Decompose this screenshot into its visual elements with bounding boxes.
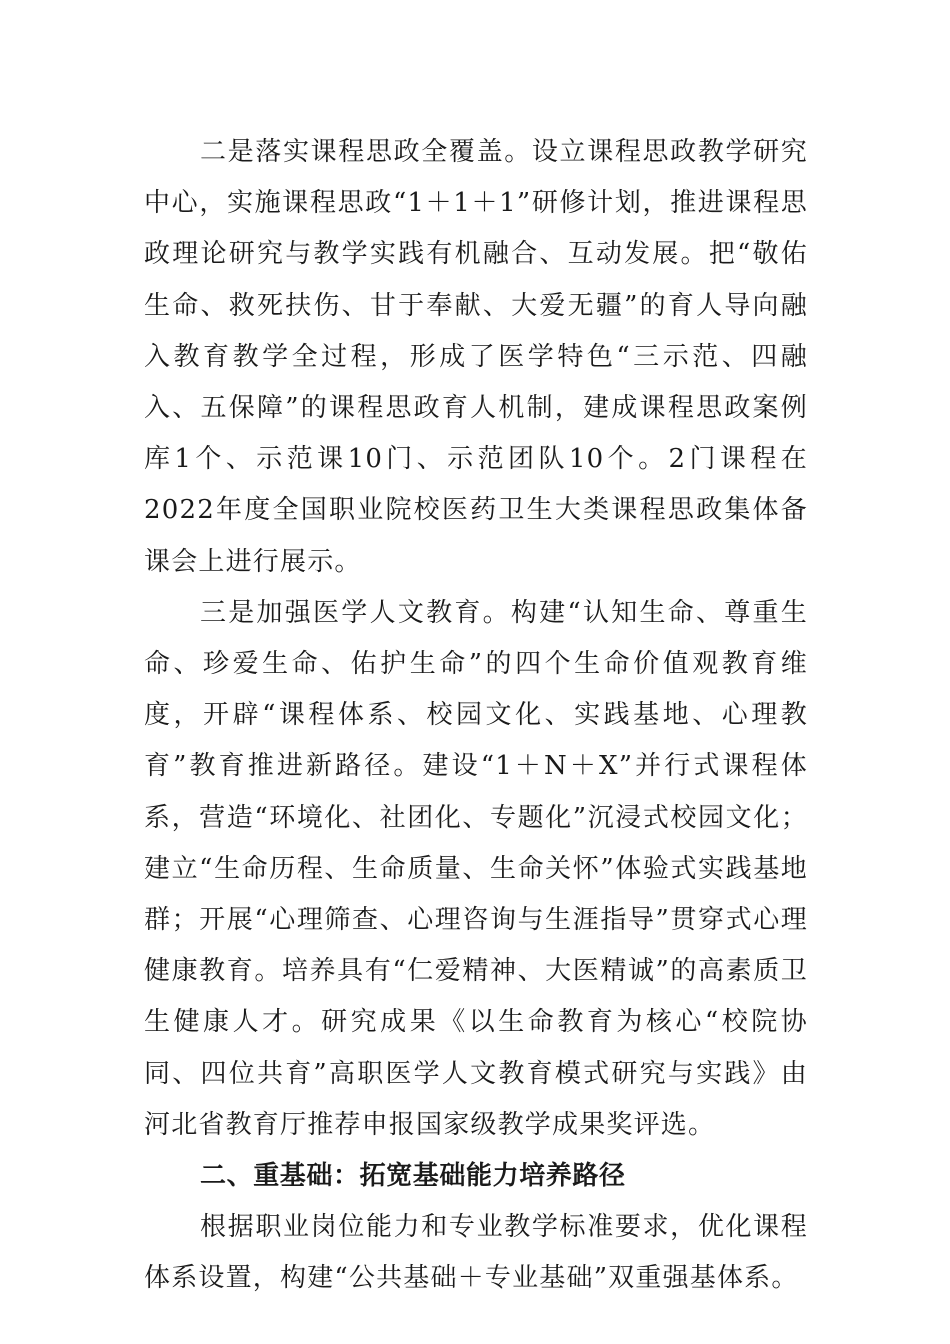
paragraph-curriculum-ideology: 二是落实课程思政全覆盖。设立课程思政教学研究中心，实施课程思政“1＋1＋1”研修计划，推进课程思政理论研究与教学实践有机融合、互动发展。把“敬佑生命、救死扶伤、甘于奉献、大爱无疆”的育人导向融入教育教学全过程，形成了医学特色“三示范、四融入、五保障”的课程思政育人机制，建成课程思政案例库1个、示范课10门、示范团队10个。2门课程在2022年度全国职业院校医药卫生大类课程思政集体备课会上进行展示。 [144, 137, 808, 577]
paragraph-curriculum-system: 根据职业岗位能力和专业教学标准要求，优化课程体系设置，构建“公共基础＋专业基础”双重强基体系。 [144, 1212, 808, 1294]
paragraph-medical-humanities: 三是加强医学人文教育。构建“认知生命、尊重生命、珍爱生命、佑护生命”的四个生命价值观教育维度，开辟“课程体系、校园文化、实践基地、心理教育”教育推进新路径。建设“1＋N＋X”并行式课程体系，营造“环境化、社团化、专题化”沉浸式校园文化；建立“生命历程、生命质量、生命关怀”体验式实践基地群；开展“心理筛查、心理咨询与生涯指导”贯穿式心理健康教育。培养具有“仁爱精神、大医精诚”的高素质卫生健康人才。研究成果《以生命教育为核心“校院协同、四位共育”高职医学人文教育模式研究与实践》由河北省教育厅推荐申报国家级教学成果奖评选。 [144, 597, 808, 1140]
section-heading-foundation: 二、重基础：拓宽基础能力培养路径 [200, 1161, 626, 1192]
document-body [144, 127, 808, 1305]
